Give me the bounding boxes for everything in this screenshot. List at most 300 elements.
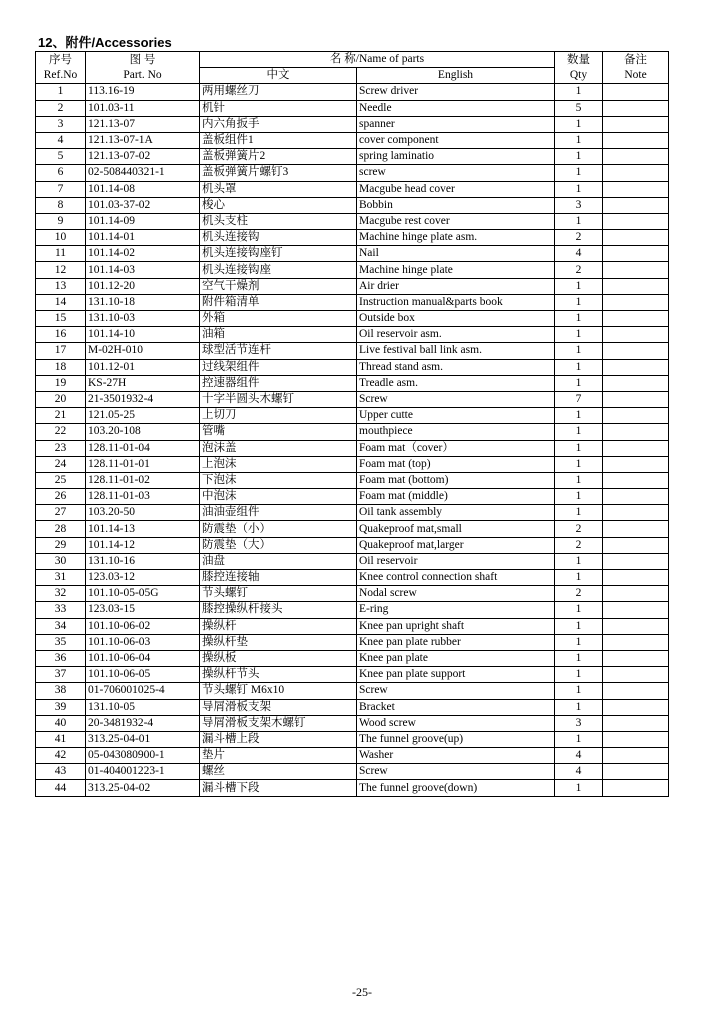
part-no-cell: 121.13-07-1A (86, 132, 200, 148)
note-cell (603, 602, 669, 618)
english-name-cell: Air drier (357, 278, 555, 294)
chinese-name-cell: 盖板组件1 (200, 132, 357, 148)
english-name-cell: Live festival ball link asm. (357, 343, 555, 359)
ref-no-cell: 15 (36, 311, 86, 327)
part-no-cell: 101.14-01 (86, 230, 200, 246)
qty-cell: 1 (555, 667, 603, 683)
ref-no-cell: 44 (36, 780, 86, 796)
part-no-cell: 101.14-10 (86, 327, 200, 343)
chinese-name-cell: 节头螺钉 (200, 586, 357, 602)
part-no-cell: 123.03-12 (86, 570, 200, 586)
note-cell (603, 667, 669, 683)
qty-cell: 1 (555, 440, 603, 456)
table-row (36, 650, 669, 666)
note-cell (603, 197, 669, 213)
ref-no-cell: 31 (36, 570, 86, 586)
qty-cell: 1 (555, 278, 603, 294)
part-no-cell: 131.10-16 (86, 553, 200, 569)
qty-cell: 1 (555, 327, 603, 343)
part-no-cell: 01-706001025-4 (86, 683, 200, 699)
part-no-cell: 101.12-01 (86, 359, 200, 375)
part-no-cell: KS-27H (86, 375, 200, 391)
ref-no-cell: 29 (36, 537, 86, 553)
english-name-cell: Nodal screw (357, 586, 555, 602)
english-name-cell: Knee control connection shaft (357, 570, 555, 586)
table-row (36, 715, 669, 731)
chinese-name-cell: 防震垫（小） (200, 521, 357, 537)
part-no-cell: 101.10-05-05G (86, 586, 200, 602)
table-row (36, 149, 669, 165)
table-row (36, 764, 669, 780)
ref-no-cell: 13 (36, 278, 86, 294)
english-name-cell: Screw driver (357, 84, 555, 100)
chinese-name-cell: 盖板弹簧片2 (200, 149, 357, 165)
note-cell (603, 262, 669, 278)
english-name-cell: Screw (357, 764, 555, 780)
part-no-cell: 128.11-01-03 (86, 489, 200, 505)
chinese-name-cell: 上泡沫 (200, 456, 357, 472)
part-no-cell: 101.14-12 (86, 537, 200, 553)
table-row (36, 327, 669, 343)
chinese-name-cell: 漏斗槽上段 (200, 731, 357, 747)
qty-cell: 1 (555, 165, 603, 181)
note-cell (603, 116, 669, 132)
english-name-cell: Instruction manual&parts book (357, 294, 555, 310)
table-row (36, 780, 669, 796)
part-no-cell: 113.16-19 (86, 84, 200, 100)
note-cell (603, 165, 669, 181)
ref-no-header-cn: 序号 (49, 53, 72, 66)
english-name-cell: screw (357, 165, 555, 181)
chinese-name-cell: 两用螺丝刀 (200, 84, 357, 100)
part-no-cell: 101.14-09 (86, 213, 200, 229)
table-header (36, 52, 669, 84)
chinese-name-cell: 节头螺钉 M6x10 (200, 683, 357, 699)
part-no-header (86, 52, 200, 84)
table-row (36, 100, 669, 116)
note-cell (603, 375, 669, 391)
chinese-name-cell: 机头连接钩座 (200, 262, 357, 278)
ref-no-cell: 1 (36, 84, 86, 100)
table-row (36, 667, 669, 683)
note-cell (603, 489, 669, 505)
qty-cell: 2 (555, 537, 603, 553)
table-row (36, 84, 669, 100)
note-cell (603, 650, 669, 666)
ref-no-cell: 4 (36, 132, 86, 148)
table-row (36, 230, 669, 246)
english-name-cell: Foam mat (middle) (357, 489, 555, 505)
note-cell (603, 132, 669, 148)
english-name-cell: Treadle asm. (357, 375, 555, 391)
note-cell (603, 748, 669, 764)
note-cell (603, 230, 669, 246)
english-name-cell: Needle (357, 100, 555, 116)
chinese-name-cell: 油箱 (200, 327, 357, 343)
ref-no-cell: 12 (36, 262, 86, 278)
english-name-cell: Macgube rest cover (357, 213, 555, 229)
qty-cell: 1 (555, 553, 603, 569)
english-name-cell: Oil reservoir asm. (357, 327, 555, 343)
part-no-cell: 313.25-04-01 (86, 731, 200, 747)
qty-cell: 3 (555, 197, 603, 213)
name-of-parts-header: 名 称/Name of parts (200, 52, 555, 68)
part-no-cell: 101.12-20 (86, 278, 200, 294)
table-row (36, 683, 669, 699)
part-no-header-en: Part. No (123, 68, 162, 81)
english-name-cell: Foam mat（cover） (357, 440, 555, 456)
english-name-cell: Bobbin (357, 197, 555, 213)
chinese-name-cell: 操纵板 (200, 650, 357, 666)
note-cell (603, 618, 669, 634)
qty-cell: 1 (555, 505, 603, 521)
ref-no-cell: 26 (36, 489, 86, 505)
table-row (36, 440, 669, 456)
english-name-cell: The funnel groove(up) (357, 731, 555, 747)
table-row (36, 278, 669, 294)
table-row (36, 408, 669, 424)
part-no-cell: 103.20-108 (86, 424, 200, 440)
english-name-cell: Bracket (357, 699, 555, 715)
part-no-cell: 101.14-13 (86, 521, 200, 537)
qty-cell: 5 (555, 100, 603, 116)
part-no-cell: 121.05-25 (86, 408, 200, 424)
table-row (36, 602, 669, 618)
note-cell (603, 100, 669, 116)
table-row (36, 586, 669, 602)
chinese-name-cell: 梭心 (200, 197, 357, 213)
qty-cell: 1 (555, 634, 603, 650)
english-name-cell: The funnel groove(down) (357, 780, 555, 796)
qty-cell: 4 (555, 246, 603, 262)
part-no-cell: 101.03-37-02 (86, 197, 200, 213)
ref-no-cell: 3 (36, 116, 86, 132)
english-name-cell: Oil tank assembly (357, 505, 555, 521)
qty-cell: 3 (555, 715, 603, 731)
table-row (36, 165, 669, 181)
chinese-name-cell: 泡沫盖 (200, 440, 357, 456)
ref-no-cell: 18 (36, 359, 86, 375)
qty-cell: 1 (555, 343, 603, 359)
ref-no-cell: 34 (36, 618, 86, 634)
qty-cell: 1 (555, 472, 603, 488)
ref-no-cell: 42 (36, 748, 86, 764)
note-cell (603, 84, 669, 100)
part-no-header-cn: 图 号 (129, 53, 156, 66)
note-cell (603, 294, 669, 310)
english-name-cell: Nail (357, 246, 555, 262)
table-row (36, 537, 669, 553)
qty-cell: 1 (555, 116, 603, 132)
qty-header-en: Qty (569, 68, 588, 81)
qty-cell: 1 (555, 359, 603, 375)
page-number: -25- (352, 985, 372, 999)
english-name-cell: Upper cutte (357, 408, 555, 424)
ref-no-cell: 6 (36, 165, 86, 181)
ref-no-cell: 21 (36, 408, 86, 424)
chinese-name-cell: 附件箱清单 (200, 294, 357, 310)
note-cell (603, 343, 669, 359)
part-no-cell: 21-3501932-4 (86, 391, 200, 407)
part-no-cell: 05-043080900-1 (86, 748, 200, 764)
part-no-cell: 131.10-18 (86, 294, 200, 310)
ref-no-cell: 35 (36, 634, 86, 650)
english-name-cell: spring laminatio (357, 149, 555, 165)
note-cell (603, 149, 669, 165)
part-no-cell: 103.20-50 (86, 505, 200, 521)
ref-no-cell: 37 (36, 667, 86, 683)
chinese-name-cell: 内六角扳手 (200, 116, 357, 132)
table-row (36, 699, 669, 715)
english-name-header: English (357, 68, 555, 84)
qty-cell: 1 (555, 375, 603, 391)
english-name-cell: Outside box (357, 311, 555, 327)
part-no-cell: 128.11-01-02 (86, 472, 200, 488)
table-row (36, 294, 669, 310)
part-no-cell: 101.10-06-05 (86, 667, 200, 683)
english-name-cell: Thread stand asm. (357, 359, 555, 375)
qty-cell: 1 (555, 181, 603, 197)
ref-no-cell: 25 (36, 472, 86, 488)
ref-no-cell: 19 (36, 375, 86, 391)
note-cell (603, 359, 669, 375)
note-cell (603, 472, 669, 488)
part-no-cell: 121.13-07-02 (86, 149, 200, 165)
note-cell (603, 699, 669, 715)
chinese-name-cell: 油油壶组件 (200, 505, 357, 521)
table-row (36, 570, 669, 586)
note-cell (603, 391, 669, 407)
table-row (36, 489, 669, 505)
ref-no-cell: 33 (36, 602, 86, 618)
chinese-name-cell: 下泡沫 (200, 472, 357, 488)
accessories-table (35, 51, 669, 797)
table-row (36, 132, 669, 148)
english-name-cell: Foam mat (bottom) (357, 472, 555, 488)
note-cell (603, 553, 669, 569)
chinese-name-cell: 油盘 (200, 553, 357, 569)
note-cell (603, 764, 669, 780)
qty-cell: 1 (555, 683, 603, 699)
qty-cell: 1 (555, 570, 603, 586)
part-no-cell: 02-508440321-1 (86, 165, 200, 181)
chinese-name-cell: 机头支柱 (200, 213, 357, 229)
note-cell (603, 327, 669, 343)
chinese-name-cell: 防震垫（大） (200, 537, 357, 553)
english-name-cell: Knee pan plate rubber (357, 634, 555, 650)
qty-cell: 1 (555, 731, 603, 747)
english-name-cell: Wood screw (357, 715, 555, 731)
ref-no-cell: 38 (36, 683, 86, 699)
qty-cell: 2 (555, 262, 603, 278)
qty-cell: 1 (555, 408, 603, 424)
part-no-cell: 20-3481932-4 (86, 715, 200, 731)
chinese-name-cell: 中泡沫 (200, 489, 357, 505)
part-no-cell: 121.13-07 (86, 116, 200, 132)
table-row (36, 375, 669, 391)
ref-no-cell: 39 (36, 699, 86, 715)
qty-cell: 4 (555, 748, 603, 764)
ref-no-cell: 27 (36, 505, 86, 521)
ref-no-cell: 28 (36, 521, 86, 537)
ref-no-cell: 23 (36, 440, 86, 456)
qty-cell: 2 (555, 586, 603, 602)
chinese-name-cell: 操纵杆节头 (200, 667, 357, 683)
english-name-cell: Quakeproof mat,small (357, 521, 555, 537)
note-cell (603, 278, 669, 294)
note-header (603, 52, 669, 84)
qty-cell: 1 (555, 699, 603, 715)
table-row (36, 618, 669, 634)
table-row (36, 391, 669, 407)
qty-cell: 1 (555, 780, 603, 796)
english-name-cell: Knee pan upright shaft (357, 618, 555, 634)
chinese-name-cell: 螺丝 (200, 764, 357, 780)
ref-no-cell: 8 (36, 197, 86, 213)
english-name-cell: Knee pan plate support (357, 667, 555, 683)
ref-no-cell: 40 (36, 715, 86, 731)
qty-cell: 7 (555, 391, 603, 407)
qty-cell: 1 (555, 650, 603, 666)
chinese-name-cell: 操纵杆 (200, 618, 357, 634)
table-row (36, 246, 669, 262)
chinese-name-cell: 导屑滑板支架 (200, 699, 357, 715)
table-row (36, 116, 669, 132)
qty-header-cn: 数量 (567, 53, 590, 66)
note-cell (603, 683, 669, 699)
table-row (36, 731, 669, 747)
part-no-cell: 313.25-04-02 (86, 780, 200, 796)
note-cell (603, 715, 669, 731)
table-row (36, 505, 669, 521)
ref-no-cell: 36 (36, 650, 86, 666)
table-row (36, 456, 669, 472)
table-row (36, 359, 669, 375)
part-no-cell: 101.14-08 (86, 181, 200, 197)
chinese-name-cell: 机头连接钩 (200, 230, 357, 246)
part-no-cell: 101.10-06-04 (86, 650, 200, 666)
note-cell (603, 634, 669, 650)
chinese-name-cell: 膝控连接轴 (200, 570, 357, 586)
note-cell (603, 537, 669, 553)
part-no-cell: 131.10-05 (86, 699, 200, 715)
ref-no-cell: 41 (36, 731, 86, 747)
ref-no-cell: 43 (36, 764, 86, 780)
part-no-cell: 123.03-15 (86, 602, 200, 618)
qty-cell: 1 (555, 294, 603, 310)
section-title: 12、附件/Accessories (38, 35, 172, 50)
table-row (36, 424, 669, 440)
chinese-name-cell: 盖板弹簧片螺钉3 (200, 165, 357, 181)
table-row (36, 634, 669, 650)
english-name-cell: Oil reservoir (357, 553, 555, 569)
ref-no-cell: 14 (36, 294, 86, 310)
part-no-cell: 128.11-01-04 (86, 440, 200, 456)
chinese-name-cell: 机针 (200, 100, 357, 116)
table-row (36, 553, 669, 569)
table-row (36, 748, 669, 764)
chinese-name-cell: 空气干燥剂 (200, 278, 357, 294)
qty-cell: 2 (555, 521, 603, 537)
ref-no-cell: 2 (36, 100, 86, 116)
qty-cell: 1 (555, 213, 603, 229)
note-cell (603, 780, 669, 796)
table-row (36, 521, 669, 537)
ref-no-cell: 24 (36, 456, 86, 472)
qty-cell: 4 (555, 764, 603, 780)
qty-cell: 1 (555, 602, 603, 618)
note-cell (603, 311, 669, 327)
part-no-cell: 128.11-01-01 (86, 456, 200, 472)
note-cell (603, 408, 669, 424)
table-row (36, 472, 669, 488)
ref-no-cell: 11 (36, 246, 86, 262)
chinese-name-cell: 外箱 (200, 311, 357, 327)
english-name-cell: Foam mat (top) (357, 456, 555, 472)
table-row (36, 311, 669, 327)
chinese-name-cell: 十字半圆头木螺钉 (200, 391, 357, 407)
chinese-name-cell: 机头罩 (200, 181, 357, 197)
english-name-cell: cover component (357, 132, 555, 148)
chinese-name-cell: 膝控操纵杆接头 (200, 602, 357, 618)
note-cell (603, 181, 669, 197)
note-cell (603, 505, 669, 521)
part-no-cell: 131.10-03 (86, 311, 200, 327)
ref-no-cell: 7 (36, 181, 86, 197)
english-name-cell: Macgube head cover (357, 181, 555, 197)
chinese-name-cell: 垫片 (200, 748, 357, 764)
note-cell (603, 424, 669, 440)
english-name-cell: mouthpiece (357, 424, 555, 440)
qty-cell: 1 (555, 84, 603, 100)
english-name-cell: spanner (357, 116, 555, 132)
chinese-name-cell: 球型活节连杆 (200, 343, 357, 359)
note-cell (603, 246, 669, 262)
ref-no-cell: 32 (36, 586, 86, 602)
chinese-name-cell: 管嘴 (200, 424, 357, 440)
part-no-cell: 101.14-02 (86, 246, 200, 262)
english-name-cell: Machine hinge plate (357, 262, 555, 278)
chinese-name-header: 中文 (200, 68, 357, 84)
chinese-name-cell: 机头连接钩座钉 (200, 246, 357, 262)
qty-cell: 2 (555, 230, 603, 246)
note-cell (603, 456, 669, 472)
chinese-name-cell: 导屑滑板支架木螺钉 (200, 715, 357, 731)
part-no-cell: 101.10-06-02 (86, 618, 200, 634)
ref-no-cell: 22 (36, 424, 86, 440)
english-name-cell: E-ring (357, 602, 555, 618)
qty-cell: 1 (555, 424, 603, 440)
chinese-name-cell: 过线架组件 (200, 359, 357, 375)
qty-cell: 1 (555, 456, 603, 472)
qty-header (555, 52, 603, 84)
ref-no-header (36, 52, 86, 84)
qty-cell: 1 (555, 311, 603, 327)
part-no-cell: 101.10-06-03 (86, 634, 200, 650)
table-row (36, 262, 669, 278)
ref-no-cell: 9 (36, 213, 86, 229)
note-header-en: Note (624, 68, 647, 81)
chinese-name-cell: 操纵杆垫 (200, 634, 357, 650)
part-no-cell: 101.14-03 (86, 262, 200, 278)
note-cell (603, 570, 669, 586)
ref-no-cell: 17 (36, 343, 86, 359)
part-no-cell: 01-404001223-1 (86, 764, 200, 780)
ref-no-cell: 10 (36, 230, 86, 246)
english-name-cell: Machine hinge plate asm. (357, 230, 555, 246)
note-header-cn: 备注 (624, 53, 647, 66)
note-cell (603, 586, 669, 602)
